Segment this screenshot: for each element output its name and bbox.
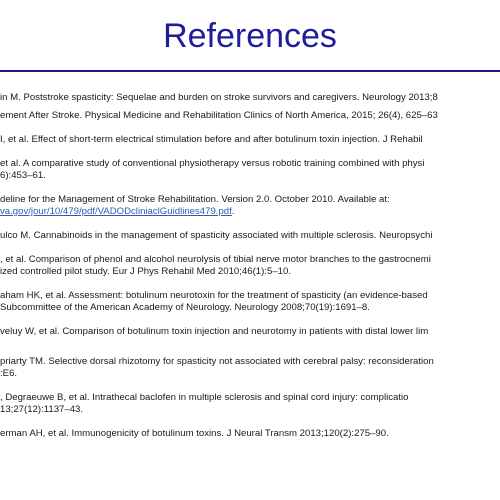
reference-9-line-1: veluy W, et al. Comparison of botulinum toxin injection and neurotomy in patients with distal lower lim	[0, 326, 429, 337]
reference-8-line-2: Subcommittee of the American Academy of Neurology. Neurology 2008;70(19):1691–8.	[0, 302, 370, 313]
reference-5-link-suffix: .	[231, 206, 235, 217]
reference-1-line-1: in M. Poststroke spasticity: Sequelae and burden on stroke survivors and caregivers. Neurology 2013;8	[0, 92, 438, 103]
slide-title: References	[163, 17, 337, 55]
reference-12-line-1: erman AH, et al. Immunogenicity of botulinum toxins. J Neural Transm 2013;120(2):275–90.	[0, 428, 389, 439]
reference-4-line-2: 6):453–61.	[0, 170, 46, 181]
reference-2-line-1: ement After Stroke. Physical Medicine and Rehabilitation Clinics of North America, 2015; 26(4), 625–63	[0, 110, 438, 121]
title-divider	[0, 70, 500, 72]
guideline-pdf-link[interactable]: va.gov/jour/10/479/pdf/VADODcliniaclGuidlines479.pdf	[0, 206, 232, 217]
reference-7-line-2: ized controlled pilot study. Eur J Phys Rehabil Med 2010;46(1):5–10.	[0, 266, 291, 277]
reference-4-line-1: et al. A comparative study of conventional physiotherapy versus robotic training combined with physi	[0, 158, 425, 169]
reference-7-line-1: , et al. Comparison of phenol and alcohol neurolysis of tibial nerve motor branches to the gastrocnemi	[0, 254, 431, 265]
reference-10-line-1: priarty TM. Selective dorsal rhizotomy for spasticity not associated with cerebral palsy: reconsideration	[0, 356, 434, 367]
reference-8-line-1: aham HK, et al. Assessment: botulinum neurotoxin for the treatment of spasticity (an evidence-based	[0, 290, 428, 301]
slide-footer-area	[0, 458, 500, 500]
reference-5-line-2	[0, 206, 234, 218]
reference-3-line-1: I, et al. Effect of short-term electrical stimulation before and after botulinum toxin injection. J Rehabil	[0, 134, 423, 145]
reference-11-line-1: , Degraeuwe B, et al. Intrathecal baclofen in multiple sclerosis and spinal cord injury: complicatio	[0, 392, 409, 403]
reference-10-line-2: :E6.	[0, 368, 18, 379]
reference-6-line-1: ulco M. Cannabinoids in the management of spasticity associated with multiple sclerosis. Neuropsychi	[0, 230, 433, 241]
reference-11-line-2: 13;27(12):1137–43.	[0, 404, 84, 415]
reference-5-line-1: deline for the Management of Stroke Rehabilitation. Version 2.0. October 2010. Available at:	[0, 194, 390, 205]
